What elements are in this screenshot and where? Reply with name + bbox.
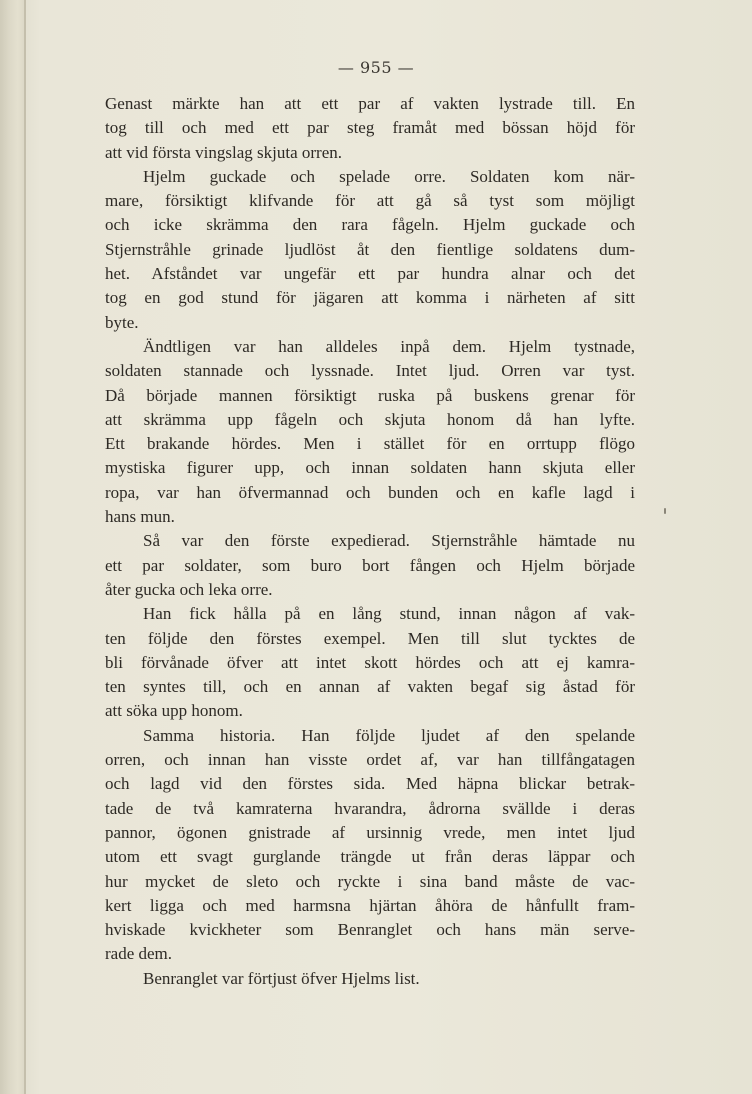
text-line: byte.	[105, 312, 139, 332]
text-line: Benranglet var förtjust öfver Hjelms list.	[143, 968, 420, 988]
text-line: hur mycket de sleto och ryckte i sina band måste de vac-	[105, 871, 635, 891]
paper-speck	[664, 508, 666, 514]
text-line: Han fick hålla på en lång stund, innan någon af vak-	[143, 604, 635, 624]
text-line: orren, och innan han visste ordet af, var han tillfångatagen	[105, 750, 635, 770]
text-line: utom ett svagt gurglande trängde ut från deras läppar och	[105, 847, 635, 867]
text-line: soldaten stannade och lyssnade. Intet ljud. Orren var tyst.	[105, 361, 635, 381]
body-text	[105, 92, 635, 991]
page-binding-edge	[0, 0, 26, 1094]
text-line: hviskade kvickheter som Benranglet och hans män serve-	[105, 920, 635, 940]
text-line: Då började mannen försiktigt ruska på buskens grenar för	[105, 385, 635, 405]
text-line: Samma historia. Han följde ljudet af den spelande	[143, 725, 635, 745]
text-line: ett par soldater, som buro bort fången och Hjelm började	[105, 555, 635, 575]
text-line: tade de två kamraterna hvarandra, ådrorna svällde i deras	[105, 798, 635, 818]
text-line: mystiska figurer upp, och innan soldaten hann skjuta eller	[105, 458, 635, 478]
text-line: ropa, var han öfvermannad och bunden och en kafle lagd i	[105, 482, 635, 502]
page-number: — 955 —	[337, 58, 415, 77]
text-line: pannor, ögonen gnistrade af ursinnig vrede, men intet ljud	[105, 822, 635, 842]
text-line: Ett brakande hördes. Men i stället för en orrtupp flögo	[105, 434, 635, 454]
text-line: mare, försiktigt klifvande för att gå så tyst som möjligt	[105, 191, 635, 211]
text-line: och icke skrämma den rara fågeln. Hjelm guckade och	[105, 215, 635, 235]
text-line: ten syntes till, och en annan af vakten begaf sig åstad för	[105, 677, 635, 697]
text-line: Ändtligen var han alldeles inpå dem. Hjelm tystnade,	[143, 336, 635, 356]
text-line: åter gucka och leka orre.	[105, 579, 273, 599]
text-line: kert ligga och med harmsna hjärtan åhöra de hånfullt fram-	[105, 895, 635, 915]
text-line: tog en god stund för jägaren att komma i närheten af sitt	[105, 288, 635, 308]
text-line: att vid första vingslag skjuta orren.	[105, 142, 343, 162]
text-line: att skrämma upp fågeln och skjuta honom då han lyfte.	[105, 409, 635, 429]
text-line: Stjernstråhle grinade ljudlöst åt den fientlige soldatens dum-	[105, 239, 635, 259]
text-line: rade dem.	[105, 944, 173, 964]
page-binding-line	[24, 0, 26, 1094]
text-line: hans mun.	[105, 507, 175, 527]
text-line: bli förvånade öfver att intet skott hördes och att ej kamra-	[105, 652, 635, 672]
text-line: Genast märkte han att ett par af vakten lystrade till. En	[105, 94, 635, 113]
text-line: ten följde den förstes exempel. Men till slut tycktes de	[105, 628, 635, 648]
text-line: Så var den förste expedierad. Stjernstråhle hämtade nu	[143, 531, 635, 551]
text-line: het. Afståndet var ungefär ett par hundra alnar och det	[105, 264, 635, 284]
text-line: och lagd vid den förstes sida. Med häpna blickar betrak-	[105, 774, 635, 794]
text-line: att söka upp honom.	[105, 701, 243, 721]
text-line: tog till och med ett par steg framåt med bössan höjd för	[105, 118, 635, 138]
text-line: Hjelm guckade och spelade orre. Soldaten kom när-	[143, 166, 635, 186]
